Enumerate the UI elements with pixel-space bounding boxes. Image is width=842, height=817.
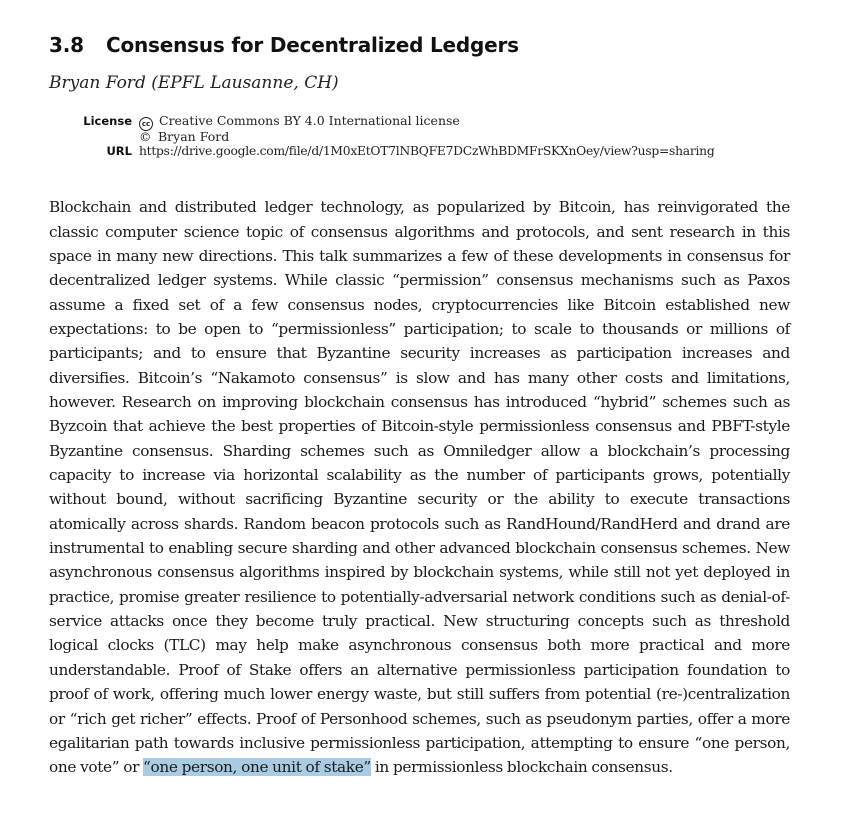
license-label: License xyxy=(83,114,132,128)
section-number: 3.8 xyxy=(49,33,84,57)
copyright-icon: © xyxy=(139,128,152,144)
cc-icon: cc xyxy=(139,117,153,131)
abstract-paragraph xyxy=(49,195,790,779)
url-link[interactable]: https://drive.google.com/file/d/1M0xEtOT7lNBQFE7DCzWhBDMFrSKXnOey/view?usp=sharing xyxy=(139,144,715,158)
author-line: Bryan Ford (EPFL Lausanne, CH) xyxy=(49,73,339,93)
section-heading xyxy=(49,33,519,57)
copyright-value xyxy=(139,129,229,145)
abstract-text-end: in permissionless blockchain consensus. xyxy=(370,758,673,777)
url-label: URL xyxy=(106,144,132,158)
metadata-block xyxy=(49,113,790,160)
url-row xyxy=(49,144,790,160)
section-title: Consensus for Decentralized Ledgers xyxy=(106,33,519,57)
copyright-holder: Bryan Ford xyxy=(158,128,230,144)
abstract-text: Blockchain and distributed ledger technology, as popularized by Bitcoin, has reinvigorated the classic computer science topic of consensus algorithms and protocols, and sent research in this space in many new directions. This talk summarizes a few of these developments in consensus for decentralized ledger systems. While classic “permission” consensus mechanisms such as Paxos assume a fixed set of a few consensus nodes, cryptocurrencies like Bitcoin established new expectations: to be open to “permissionless” participation; to scale to thousands or millions of participants; and to ensure that Byzantine security increases as participation increases and diversifies. Bitcoin’s “Nakamoto consensus” is slow and has many other costs and limitations, however. Research on improving blockchain consensus has introduced “hybrid” schemes such as Byzcoin that achieve the best properties of Bitcoin-style permissionless consensus and PBFT-style Byzantine consensus. Sharding schemes such as Omniledger allow a blockchain’s processing capacity to increase via horizontal scalability as the number of participants grows, potentially without bound, without sacrificing Byzantine security or the ability to execute transactions atomically across shards. Random beacon protocols such as RandHound/RandHerd and drand are instrumental to enabling secure sharding and other advanced blockchain consensus schemes. New asynchronous consensus algorithms inspired by blockchain systems, while still not yet deployed in practice, promise greater resilience to potentially-adversarial network conditions such as denial-of-service attacks once they become truly practical. New structuring concepts such as threshold logical clocks (TLC) may help make asynchronous consensus both more practical and more understandable. Proof of Stake offers an alternative permissionless participation foundation to proof of work, offering much lower energy waste, but still suffers from potential (re-)centralization or “rich get richer” effects. Proof of Personhood schemes, such as pseudonym parties, offer a more egalitarian path towards inclusive permissionless participation, attempting to ensure “one person, one vote” or xyxy=(49,198,790,777)
license-text: Creative Commons BY 4.0 International license xyxy=(159,113,460,128)
highlighted-selection[interactable]: “one person, one unit of stake” xyxy=(143,758,371,777)
license-row xyxy=(49,113,790,129)
